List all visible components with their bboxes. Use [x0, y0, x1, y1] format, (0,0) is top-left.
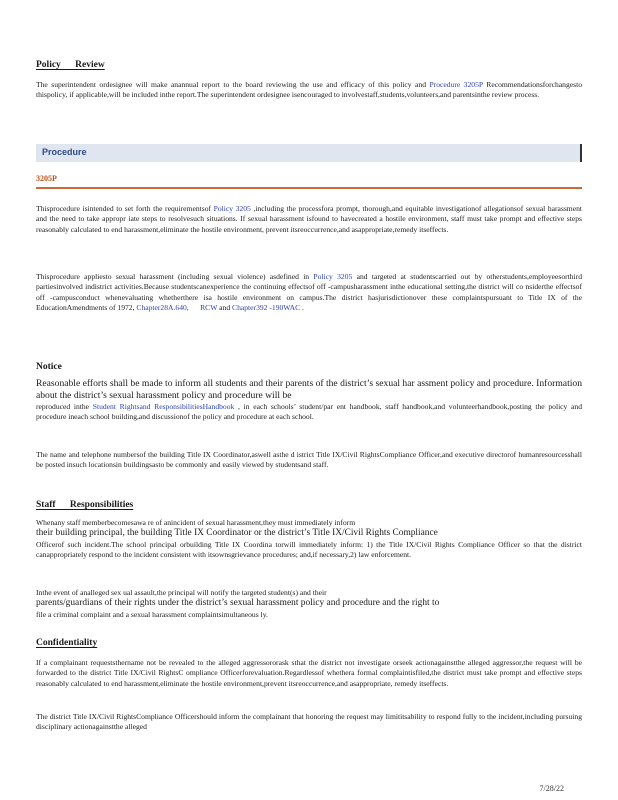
policy-3205-link-2[interactable]: Policy 3205: [313, 272, 353, 281]
notice-paragraph-2: The name and telephone numbersof the building Title IX Coordinator,aswell asthe d istrict Title IX/Civil RightsCompliance Officer,and executive directorof humanresourcesshall be posted insuch locationsin buildingsasto be commonly and easily viewed by studentsand staff.: [36, 450, 582, 470]
procedure-divider: [36, 187, 582, 189]
rcw-link[interactable]: RCW: [200, 303, 218, 313]
chapter-392-190wac-link[interactable]: Chapter392 -190WAC: [232, 303, 301, 313]
staff-responsibilities-heading: Staff Responsibilities: [36, 500, 134, 510]
confidentiality-paragraph-1: If a complainant requeststhername not be revealed to the alleged aggressororask sthat the district not investigate orseek actionagainstthe alleged aggressor,the request will be forwarded to the district Title IX/Civil RightsC ompliance Officerforevaluation.Regardlessof whethera formal complaintisfiled,the district must take prompt and effective steps reasonably calculated to end harassment,eliminate the hostile environment,prevent itsreoccurrence,and asappropriate, remedy itseffects.: [36, 658, 582, 688]
notice-p1-text-1: reproduced inthe: [36, 401, 93, 411]
procedure-paragraph-1: [36, 204, 582, 235]
policy-3205-link[interactable]: Policy 3205: [213, 204, 251, 213]
staff-p2-small: Inthe event of analleged sex ual assault,the principal will notify the targeted student(s) and their: [36, 588, 327, 597]
staff-p1-rest: Officerof such incident.The school principal orbuilding Title IX Coordina torwill immediately inform: 1) the Title IX/Civil Rights Compliance Officer so that the district canappropriately respond to the incident consistent with itsownsgrievance procedures; and,if necessary,2) law enforcement.: [36, 539, 582, 560]
staff-p1-large: their building principal, the building Title IX Coordinator or the district’s Title IX/Civil Rights Compliance: [36, 528, 438, 539]
procedure-code: 3205P: [36, 174, 57, 183]
staff-p2-large: parents/guardians of their rights under the district’s sexual harassment policy and procedure and the right to: [36, 598, 440, 609]
staff-p1-small: Whenany staff memberbecomesawa re of anincident of sexual harassment,they must immediately inform: [36, 518, 356, 527]
policy-review-paragraph: [36, 80, 582, 101]
policy-review-text-1: The superintendent ordesignee will make anannual report to the board reviewing the use and efficacy of this policy and: [36, 80, 430, 89]
staff-paragraph-1: [36, 518, 582, 561]
confidentiality-paragraph-2: The district Title IX/Civil RightsCompliance Officershould inform the complainant that honoring the request may limititsability to respond fully to the incident,including pursuing disciplinary actionagainstthe alleged: [36, 712, 582, 732]
notice-title: Notice: [36, 362, 62, 372]
notice-heading: [36, 362, 62, 372]
notice-paragraph-1: [36, 378, 582, 422]
notice-p1-small: [36, 402, 582, 423]
procedure-p2-text-2: and targeted at studentscarried out by otherstudents,employeesorthird partiesinvolved indistrict activities.Because studentscanexperience the continuing effectsof off -campusharassment inthe educational setting,the district will co nsiderthe effectsof off -campusconduct whenevaluating whetherthere isa hostile environment on campus.The district hasjurisdictionover these complaintspursuant to Title IX of the EducationAmendments of 1972,: [36, 272, 582, 313]
procedure-3205p-link[interactable]: Procedure 3205P: [429, 80, 483, 89]
staff-p2-rest: file a criminal complaint and a sexual harassment complaintsimultaneous ly.: [36, 609, 268, 619]
procedure-p2-and: and: [217, 303, 233, 313]
chapter-28a640-link[interactable]: Chapter28A.640,: [136, 303, 189, 313]
procedure-p2-end: .: [300, 303, 304, 313]
staff-paragraph-2: [36, 588, 582, 620]
confidentiality-heading: Confidentiality: [36, 638, 98, 648]
policy-review-text-2: Recommendationsforchangesto thispolicy, if applicable,will be included inthe report.The superintendent ordesignee isencouraged to involvestaff,students,volunteers,and parentsinthe review process.: [36, 80, 582, 100]
notice-p1-text-2: , in each schools’ student/par ent handbook, staff handbook,and volunteerhandbook,posting the policy and procedure ineach school building,and discussionof the policy and procedure at each school.: [36, 401, 583, 421]
procedure-p1-text-1: Thisprocedure isintended to set forth the requirementsof: [36, 204, 214, 213]
procedure-p1-text-2: ,including the processfora prompt, thorough,and equitable investigationof allegationsof sexual harassment and the need to take appropr iate steps to resolvesuch situations. If sexual harassment isfound to havecreated a hostile environment, staff must take prompt and effective steps reasonably calculated to end harassment,eliminate the hostile environment, prevent itsreoccurrence,and asappropriate,remedy itseffects.: [36, 204, 582, 234]
procedure-p2-text-1: Thisprocedure appliesto sexual harassment (including sexual violence) asdefined in: [36, 272, 314, 281]
notice-p1-large: Reasonable efforts shall be made to inform all students and their parents of the district’s sexual har assment policy and procedure. Information about the district’s sexual harassment policy and procedure will be: [36, 378, 582, 401]
policy-review-heading: Policy Review: [36, 60, 105, 70]
footer-date: 7/28/22: [539, 784, 564, 793]
procedure-banner-label: Procedure: [42, 147, 87, 157]
student-handbook-link[interactable]: Student Rightsand ResponsibilitiesHandbook: [92, 401, 235, 411]
procedure-banner: [36, 144, 582, 162]
procedure-paragraph-2: [36, 272, 582, 314]
